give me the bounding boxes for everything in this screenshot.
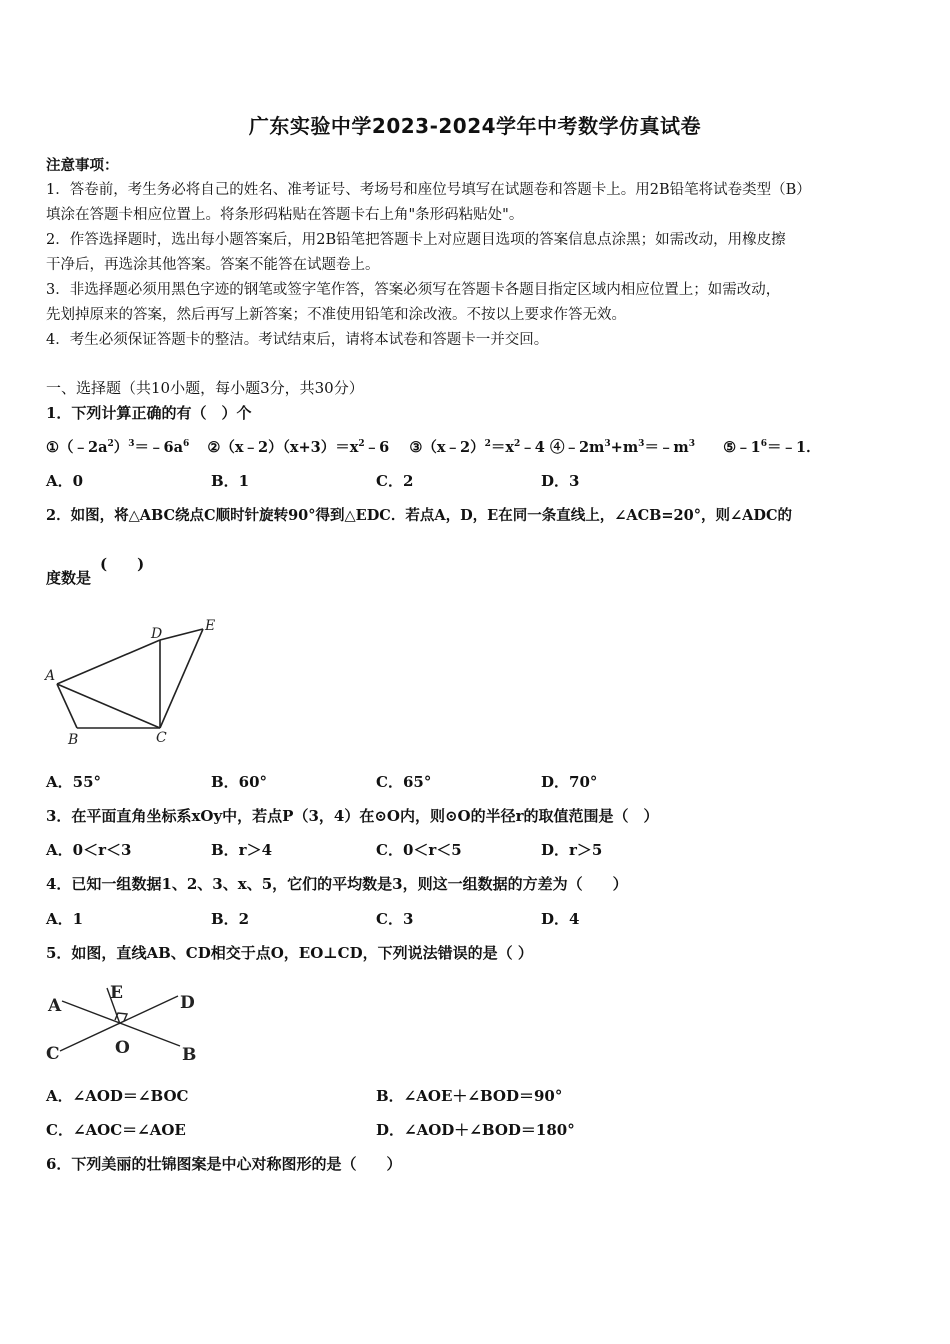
question-1-stem: 1．下列计算正确的有（ ）个 bbox=[46, 404, 252, 422]
notice-line: 干净后，再选涂其他答案。答案不能答在试题卷上。 bbox=[46, 257, 380, 273]
notice-line: 4．考生必须保证答题卡的整洁。考试结束后，请将本试卷和答题卡一并交回。 bbox=[46, 332, 549, 348]
label-o: O bbox=[115, 1038, 130, 1058]
label-d: D bbox=[180, 993, 195, 1013]
label-c: C bbox=[156, 730, 167, 746]
question-6-stem: 6．下列美丽的壮锦图案是中心对称图形的是（ ） bbox=[46, 1155, 402, 1173]
option-d: D．r＞5 bbox=[541, 841, 603, 859]
notice-heading: 注意事项： bbox=[46, 157, 119, 174]
question-5-stem: 5．如图，直线AB、CD相交于点O，EO⊥CD，下列说法错误的是（ ） bbox=[46, 944, 533, 962]
question-4-stem: 4．已知一组数据1、2、3、x、5，它们的平均数是3，则这一组数据的方差为（ ） bbox=[46, 875, 628, 893]
option-a: A．0＜r＜3 bbox=[46, 841, 132, 859]
option-c: C．65° bbox=[376, 773, 432, 791]
option-a: A．1 bbox=[46, 910, 84, 928]
option-a: A．0 bbox=[46, 472, 84, 490]
notice-line: 2．作答选择题时，选出每小题答案后，用2B铅笔把答题卡上对应题目选项的答案信息点涂黑；如需改动，用橡皮擦 bbox=[46, 232, 786, 248]
expr-1: $①(﹣2a^2)^3=﹣6a^6$ bbox=[46, 439, 190, 456]
right-angle-mark bbox=[115, 1013, 127, 1021]
option-d: D．70° bbox=[541, 773, 598, 791]
answer-paren: ( ) bbox=[100, 555, 145, 573]
notice-line: 填涂在答题卡相应位置上。将条形码粘贴在答题卡右上角"条形码粘贴处"。 bbox=[46, 207, 524, 223]
option-a: A．55° bbox=[46, 773, 102, 791]
question-2-stem-cont: 度数是 bbox=[46, 569, 92, 587]
option-c: C．∠AOC＝∠AOE bbox=[46, 1121, 186, 1139]
line-ac bbox=[57, 684, 160, 728]
page-title: 广东实验中学2023-2024学年中考数学仿真试卷 bbox=[248, 114, 702, 138]
notice-line: 3．非选择题必须用黑色字迹的钢笔或签字笔作答，答案必须写在答题卡各题目指定区域内相应位置上；如需改动， bbox=[46, 282, 781, 298]
question-3-stem: 3．在平面直角坐标系xOy中，若点P（3，4）在⊙O内，则⊙O的半径r的取值范围是（ ） bbox=[46, 807, 659, 825]
expr-3: $③(x﹣2)^2=x^2﹣4$ bbox=[409, 439, 545, 456]
option-b: B．2 bbox=[211, 910, 250, 928]
option-c: C．3 bbox=[376, 910, 414, 928]
option-b: B．1 bbox=[211, 472, 250, 490]
notice-line: 先划掉原来的答案，然后再写上新答案；不准使用铅笔和涂改液。不按以上要求作答无效。 bbox=[46, 307, 626, 323]
option-b: B．r＞4 bbox=[211, 841, 273, 859]
label-d: D bbox=[151, 626, 163, 642]
notice-line: 1．答卷前，考生务必将自己的姓名、准考证号、考场号和座位号填写在试题卷和答题卡上。用2B铅笔将试卷类型（B） bbox=[46, 182, 811, 198]
line-ad bbox=[57, 640, 160, 684]
option-c: C．2 bbox=[376, 472, 414, 490]
expr-2: $②(x﹣2)(x+3)=x^2﹣6$ bbox=[207, 439, 390, 456]
label-c: C bbox=[46, 1044, 60, 1064]
line-de bbox=[160, 629, 203, 640]
question-2-stem: 2．如图，将△ABC绕点C顺时针旋转90°得到△EDC．若点A，D，E在同一条直线上，∠ACB=20°，则∠ADC的 bbox=[46, 507, 793, 524]
option-d: D．∠AOD＋∠BOD＝180° bbox=[376, 1121, 575, 1139]
triangle-rotation-figure bbox=[40, 612, 230, 752]
option-a: A．∠AOD＝∠BOC bbox=[46, 1087, 189, 1105]
label-b: B bbox=[182, 1045, 197, 1065]
option-d: D．4 bbox=[541, 910, 580, 928]
label-a: A bbox=[48, 996, 62, 1016]
label-b: B bbox=[68, 732, 79, 748]
option-b: B．60° bbox=[211, 773, 268, 791]
label-a: A bbox=[45, 668, 56, 684]
option-c: C．0＜r＜5 bbox=[376, 841, 462, 859]
expr-5: $⑤﹣1^6=﹣1$． bbox=[723, 439, 821, 456]
label-e: E bbox=[205, 618, 216, 634]
line-ec bbox=[160, 629, 203, 728]
section-heading: 一、选择题（共10小题，每小题3分，共30分） bbox=[46, 379, 364, 397]
option-d: D．3 bbox=[541, 472, 580, 490]
expr-4: $④﹣2m^3+m^3=﹣m^3$ bbox=[549, 439, 696, 456]
label-e: E bbox=[110, 983, 123, 1003]
question-1-expressions bbox=[46, 436, 821, 457]
option-b: B．∠AOE＋∠BOD＝90° bbox=[376, 1087, 563, 1105]
intersecting-lines-figure bbox=[40, 976, 220, 1066]
